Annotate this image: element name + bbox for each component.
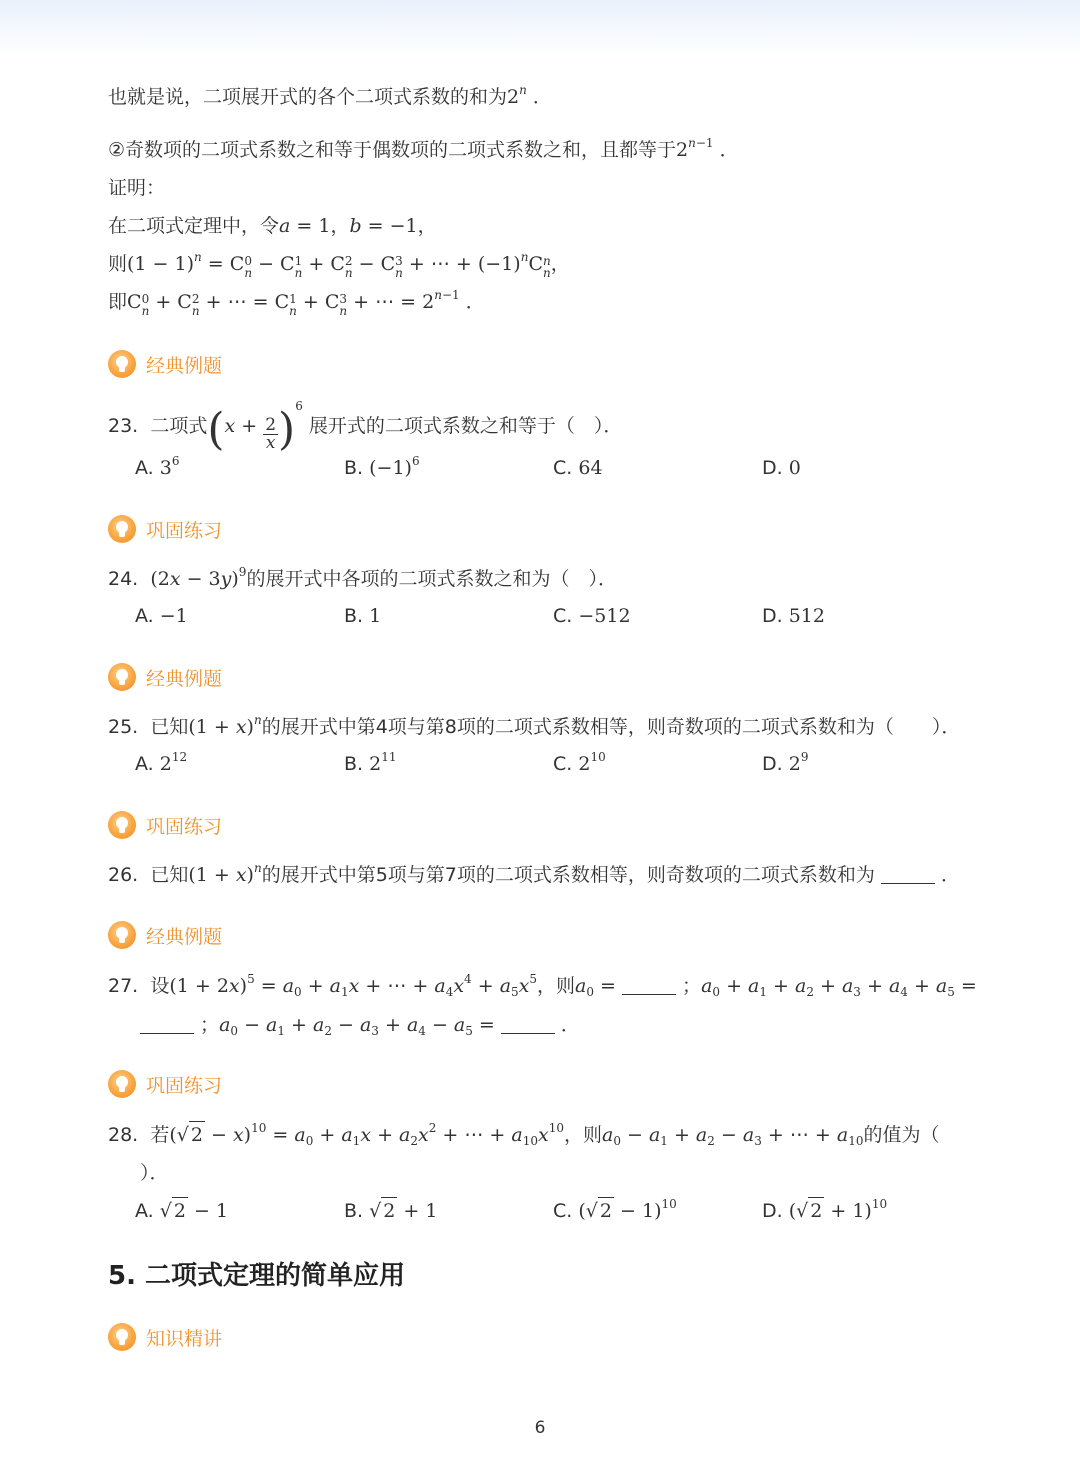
page-number: 6	[534, 1418, 546, 1438]
top-gradient-band	[0, 0, 1080, 58]
section-label: 巩固练习	[146, 1075, 223, 1097]
section-label: 经典例题	[146, 355, 223, 377]
option-a[interactable]: A. −1	[135, 605, 188, 627]
text-line: ②奇数项的二项式系数之和等于偶数项的二项式系数之和，且都等于$2^{n-1}$ ．	[108, 136, 739, 161]
option-d[interactable]: D. 0	[762, 457, 801, 479]
section-heading: 5. 二项式定理的简单应用	[108, 1261, 406, 1291]
answer-blank[interactable]	[622, 976, 676, 995]
option-b[interactable]: B. $2^{11}$	[344, 750, 397, 775]
text-line: 证明：	[108, 177, 166, 199]
option-b[interactable]: B. 1	[344, 605, 382, 627]
lightbulb-icon	[108, 1070, 136, 1098]
option-a[interactable]: A. $3^6$	[135, 454, 180, 479]
formula-line: 即C 0 n + C 2 n + ⋯ = C 1 n + C 3 n + ⋯ = $2^{n-1}$ ．	[108, 288, 485, 318]
answer-blank[interactable]	[501, 1015, 555, 1034]
question-26: 26. 已知$(1 + x)^n$的展开式中第5项与第7项的二项式系数相等，则奇数项的二项式系数和为 ．	[108, 861, 960, 886]
lightbulb-icon	[108, 515, 136, 543]
option-d[interactable]: D. $2^9$	[762, 750, 809, 775]
option-a[interactable]: A. $2^{12}$	[135, 750, 188, 775]
option-c[interactable]: C. −512	[553, 605, 631, 627]
text-line: 也就是说，二项展开式的各个二项式系数的和为2$^n$ ．	[108, 83, 552, 108]
option-a[interactable]: A. √ 2 − 1	[135, 1197, 228, 1224]
option-c[interactable]: C. $2^{10}$	[553, 750, 606, 775]
option-d[interactable]: D. 512	[762, 605, 825, 627]
question-23: 23. 二项式(x + $\frac{2}{x}$ )$^6$ 展开式的二项式系数之和等于（ ）．	[108, 399, 623, 455]
section-label: 经典例题	[146, 926, 223, 948]
lightbulb-icon	[108, 1323, 136, 1351]
option-c[interactable]: C. (√ 2 − 1)$^{10}$	[553, 1197, 677, 1222]
section-label: 巩固练习	[146, 520, 223, 542]
lightbulb-icon	[108, 663, 136, 691]
question-27-cont: ；$a_0 - a_1 + a_2 - a_3 + a_4 - a_5$ = ．	[140, 1012, 580, 1038]
answer-blank[interactable]	[881, 865, 935, 884]
option-c[interactable]: C. 64	[553, 457, 603, 479]
question-24: 24. $(2x - 3y)^9$的展开式中各项的二项式系数之和为（ ）．	[108, 565, 617, 590]
question-25: 25. 已知$(1 + x)^n$的展开式中第4项与第8项的二项式系数相等，则奇数项的二项式系数和为（ ）．	[108, 713, 961, 738]
question-28-cont: ）．	[140, 1162, 169, 1184]
lightbulb-icon	[108, 811, 136, 839]
option-b[interactable]: B. √ 2 + 1	[344, 1197, 437, 1224]
section-label: 经典例题	[146, 668, 223, 690]
option-b[interactable]: B. $(-1)^6$	[344, 454, 420, 479]
lightbulb-icon	[108, 921, 136, 949]
section-label: 巩固练习	[146, 816, 223, 838]
lightbulb-icon	[108, 350, 136, 378]
formula-line: 则$(1 - 1)^n = C$ 0 n − C 1 n + C 2 n − C 3 n + ⋯ + $(-1)^nC$ n n ，	[108, 250, 570, 280]
question-27: 27. 设$(1 + 2x)^5 = a_0 + a_1x$ + ⋯ + $a_4x^4 + a_5x^5$，则$a_0$ = ；$a_0 + a_1 + a_2 + a_3 + a_4 + a_5$ =	[108, 972, 977, 999]
answer-blank[interactable]	[140, 1015, 194, 1034]
text-line: 在二项式定理中，令a = 1，b = −1，	[108, 215, 437, 237]
question-28: 28. 若(√ $2 - x)^{10} = a_0 + a_1x + a_2x^2$ + ⋯ + $a_{10}x^{10}$，则$a_0 - a_1 + a_2 - a_3$ + ⋯ + $a_{10}$的值为（	[108, 1121, 940, 1148]
section-label: 知识精讲	[146, 1328, 223, 1350]
option-d[interactable]: D. (√ 2 + 1)$^{10}$	[762, 1197, 888, 1222]
